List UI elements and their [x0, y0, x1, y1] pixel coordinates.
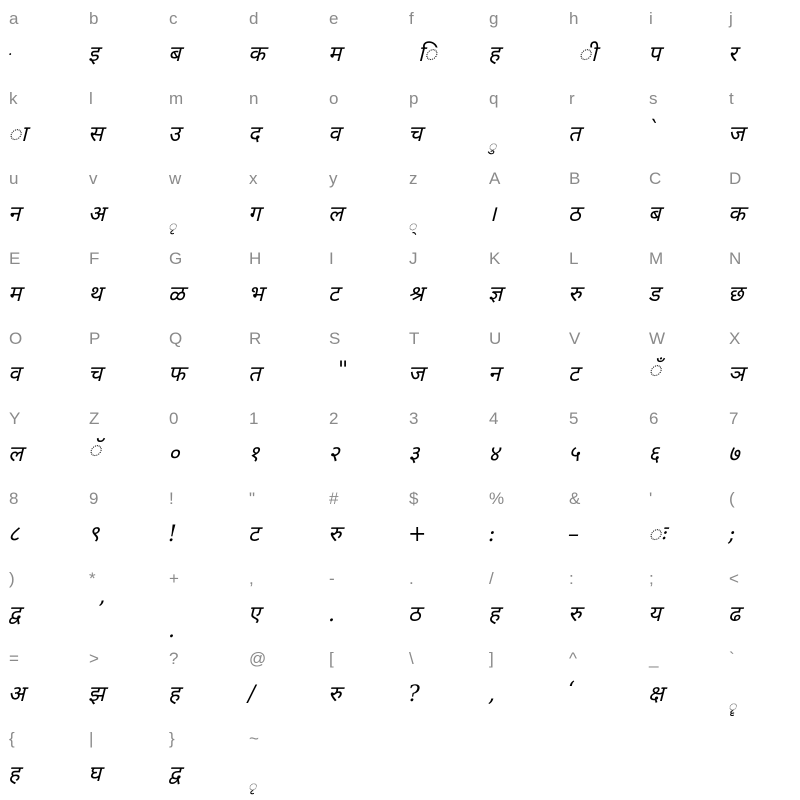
glyph: ज: [728, 122, 745, 147]
key-label: H: [249, 249, 262, 268]
char-cell: [240, 480, 320, 560]
char-cell: [80, 240, 160, 320]
glyph: रु: [568, 602, 582, 627]
glyph: ४: [488, 442, 500, 467]
glyph: ज्ञ: [488, 282, 503, 307]
key-label: V: [569, 329, 581, 348]
glyph: त: [568, 122, 581, 147]
char-cell: [400, 160, 480, 240]
char-cell: [0, 0, 80, 80]
key-label: n: [249, 89, 259, 108]
glyph: रु: [328, 682, 342, 707]
char-cell: [160, 480, 240, 560]
char-cell: [560, 240, 640, 320]
key-label: ]: [489, 649, 494, 668]
key-label: 7: [729, 409, 739, 428]
glyph: अ: [88, 202, 105, 227]
key-label: =: [9, 649, 19, 668]
glyph: ॅ: [88, 438, 102, 463]
char-cell: [400, 400, 480, 480]
key-label: !: [169, 489, 174, 508]
key-label: C: [649, 169, 662, 188]
glyph: २: [328, 442, 340, 467]
key-label: v: [89, 169, 98, 188]
glyph: ्: [408, 219, 417, 235]
key-label: g: [489, 9, 499, 28]
key-label: 5: [569, 409, 579, 428]
glyph: ह: [168, 682, 180, 707]
key-label: &: [569, 489, 581, 508]
glyph: च: [88, 362, 102, 387]
glyph: व: [328, 122, 341, 147]
char-cell: [80, 640, 160, 720]
glyph: र: [728, 42, 737, 67]
char-cell: [400, 240, 480, 320]
char-cell: [320, 240, 400, 320]
char-cell: [80, 0, 160, 80]
key-label: ;: [649, 569, 654, 588]
key-label: G: [169, 249, 183, 268]
glyph: त: [248, 362, 261, 387]
key-label: {: [9, 729, 15, 748]
key-label: E: [9, 249, 21, 268]
empty-cell: [400, 720, 480, 800]
glyph: ॄ: [728, 699, 737, 715]
glyph: ँ: [648, 358, 662, 383]
char-cell: [720, 400, 800, 480]
char-cell: [720, 240, 800, 320]
glyph: ी: [578, 42, 597, 67]
key-label: L: [569, 249, 579, 268]
char-cell: [240, 160, 320, 240]
char-cell: [480, 320, 560, 400]
glyph: य: [648, 602, 661, 627]
char-cell: [480, 640, 560, 720]
empty-cell: [640, 720, 720, 800]
char-cell: [160, 0, 240, 80]
glyph: प: [648, 42, 661, 67]
glyph: च: [408, 122, 422, 147]
char-cell: [560, 400, 640, 480]
char-cell: [720, 160, 800, 240]
key-label: 4: [489, 409, 499, 428]
glyph: स: [88, 122, 103, 147]
glyph: ह: [488, 42, 500, 67]
empty-cell: [320, 720, 400, 800]
glyph: द्व: [168, 762, 181, 787]
glyph: ज: [408, 362, 425, 387]
key-label: T: [409, 329, 420, 348]
key-label: K: [489, 249, 501, 268]
char-cell: [560, 320, 640, 400]
char-cell: [0, 320, 80, 400]
glyph: ,: [488, 682, 495, 707]
key-label: j: [729, 9, 733, 28]
empty-cell: [720, 720, 800, 800]
glyph: ळ: [168, 282, 185, 307]
key-label: w: [169, 169, 182, 188]
char-cell: [240, 0, 320, 80]
char-cell: [320, 480, 400, 560]
char-cell: [320, 160, 400, 240]
char-cell: [240, 640, 320, 720]
char-cell: [320, 0, 400, 80]
key-label: *: [89, 569, 96, 588]
key-label: S: [329, 329, 341, 348]
char-cell: [720, 560, 800, 640]
glyph: ा: [8, 122, 27, 147]
key-label: 8: [9, 489, 19, 508]
glyph: ह: [8, 762, 20, 787]
glyph: ।: [488, 202, 497, 227]
char-cell: [400, 80, 480, 160]
key-label: N: [729, 249, 742, 268]
key-label: ?: [169, 649, 179, 668]
key-label: $: [409, 489, 419, 508]
char-cell: [160, 400, 240, 480]
key-label: y: [329, 169, 338, 188]
glyph: ल: [328, 202, 343, 227]
key-label: x: [249, 169, 258, 188]
char-cell: [320, 80, 400, 160]
key-label: s: [649, 89, 658, 108]
glyph: ०: [168, 442, 180, 467]
glyph: घ: [88, 762, 102, 787]
key-label: <: [729, 569, 739, 588]
key-label: u: [9, 169, 19, 188]
key-label: @: [249, 649, 267, 668]
glyph: ठ: [408, 602, 421, 627]
key-label: a: [9, 9, 19, 28]
glyph: ड: [648, 282, 660, 307]
key-label: A: [489, 169, 501, 188]
key-label: _: [649, 649, 659, 668]
key-label: #: [329, 489, 339, 508]
glyph: +: [408, 522, 427, 547]
key-label: F: [89, 249, 100, 268]
char-cell: [720, 480, 800, 560]
key-label: h: [569, 9, 579, 28]
char-cell: [240, 400, 320, 480]
key-label: Q: [169, 329, 183, 348]
char-cell: [480, 160, 560, 240]
char-cell: [480, 400, 560, 480]
key-label: 0: [169, 409, 179, 428]
char-cell: [720, 0, 800, 80]
key-label: t: [729, 89, 734, 108]
key-label: %: [489, 489, 505, 508]
glyph: थ: [88, 282, 103, 307]
char-cell: [560, 80, 640, 160]
char-cell: [640, 320, 720, 400]
glyph: ि: [418, 42, 437, 67]
char-cell: [0, 640, 80, 720]
key-label: c: [169, 9, 178, 28]
char-cell: [320, 560, 400, 640]
char-cell: [400, 320, 480, 400]
char-cell: [720, 320, 800, 400]
glyph: ट: [248, 522, 260, 547]
char-cell: [400, 480, 480, 560]
glyph: /: [248, 682, 256, 707]
key-label: /: [489, 569, 494, 588]
glyph: ८: [8, 522, 20, 547]
char-cell: [0, 480, 80, 560]
char-cell: [480, 80, 560, 160]
glyph: ३: [408, 442, 420, 467]
key-label: k: [9, 89, 18, 108]
char-cell: [0, 240, 80, 320]
key-label: +: [169, 569, 179, 588]
char-cell: [0, 720, 80, 800]
key-label: ^: [569, 649, 577, 668]
key-label: 6: [649, 409, 659, 428]
glyph: .: [328, 602, 335, 627]
empty-cell: [480, 720, 560, 800]
char-cell: [320, 640, 400, 720]
key-label: ': [649, 489, 653, 508]
glyph: ?: [408, 682, 420, 707]
char-cell: [640, 240, 720, 320]
glyph: ५: [568, 442, 580, 467]
glyph: ७: [728, 442, 740, 467]
key-label: :: [569, 569, 574, 588]
key-label: f: [409, 9, 414, 28]
key-label: o: [329, 89, 339, 108]
char-cell: [400, 640, 480, 720]
key-label: z: [409, 169, 418, 188]
key-label: r: [569, 89, 575, 108]
char-cell: [240, 80, 320, 160]
glyph: फ: [168, 362, 185, 387]
char-cell: [560, 640, 640, 720]
char-cell: [480, 480, 560, 560]
key-label: 1: [249, 409, 259, 428]
key-label: D: [729, 169, 742, 188]
key-label: b: [89, 9, 99, 28]
key-label: 9: [89, 489, 99, 508]
key-label: [: [329, 649, 334, 668]
key-label: ": [249, 489, 256, 508]
glyph: –: [568, 522, 579, 547]
char-cell: [480, 560, 560, 640]
key-label: -: [329, 569, 335, 588]
char-cell: [640, 0, 720, 80]
glyph: ": [338, 358, 349, 383]
key-label: (: [729, 489, 735, 508]
char-cell: [160, 560, 240, 643]
glyph: `: [648, 118, 659, 143]
char-cell: [720, 80, 800, 160]
char-cell: [80, 560, 160, 640]
glyph: ठ: [568, 202, 581, 227]
glyph: ग: [248, 202, 261, 227]
key-label: >: [89, 649, 99, 668]
key-label: \: [409, 649, 414, 668]
glyph: ृ: [248, 779, 257, 795]
char-cell: [240, 720, 320, 800]
char-cell: [560, 560, 640, 640]
key-label: J: [409, 249, 418, 268]
char-cell: [160, 320, 240, 400]
glyph: छ: [728, 282, 744, 307]
glyph: इ: [88, 42, 99, 67]
glyph: ञ: [728, 362, 745, 387]
char-cell: [80, 480, 160, 560]
key-label: Y: [9, 409, 21, 428]
key-label: .: [409, 569, 414, 588]
key-label: ~: [249, 729, 259, 748]
char-cell: [0, 160, 80, 240]
key-label: q: [489, 89, 499, 108]
char-cell: [160, 640, 240, 720]
glyph: रु: [568, 282, 582, 307]
glyph: ·: [8, 47, 13, 63]
glyph: ृ: [168, 219, 177, 235]
key-label: R: [249, 329, 262, 348]
char-cell: [240, 560, 320, 640]
glyph: द: [248, 122, 260, 147]
key-label: 2: [329, 409, 339, 428]
key-label: ): [9, 569, 15, 588]
char-cell: [480, 240, 560, 320]
char-cell: [400, 0, 480, 80]
char-cell: [720, 640, 800, 720]
key-label: ,: [249, 569, 254, 588]
glyph: म: [8, 282, 22, 307]
glyph: ९: [88, 522, 100, 547]
glyph: ए: [248, 602, 261, 627]
glyph: १: [248, 442, 260, 467]
char-cell: [640, 560, 720, 640]
key-label: O: [9, 329, 23, 348]
glyph: :: [488, 522, 496, 547]
char-cell: [160, 160, 240, 240]
char-cell: [480, 0, 560, 80]
glyph: .: [168, 618, 175, 643]
char-cell: [0, 560, 80, 640]
char-cell: [640, 640, 720, 720]
char-cell: [240, 320, 320, 400]
char-cell: [80, 400, 160, 480]
glyph: ’: [98, 598, 105, 623]
glyph: न: [488, 362, 501, 387]
char-cell: [160, 720, 240, 800]
glyph: ट: [328, 282, 340, 307]
glyph: ः: [648, 522, 666, 547]
glyph: श्र: [408, 282, 424, 307]
char-cell: [160, 240, 240, 320]
glyph: क्ष: [648, 682, 664, 707]
glyph: ु: [488, 139, 497, 155]
key-label: d: [249, 9, 259, 28]
key-label: |: [89, 729, 94, 748]
char-cell: [320, 400, 400, 480]
char-cell: [560, 160, 640, 240]
key-label: U: [489, 329, 502, 348]
char-cell: [240, 240, 320, 320]
key-label: i: [649, 9, 653, 28]
glyph: ब: [648, 202, 661, 227]
char-cell: [0, 400, 80, 480]
char-cell: [640, 80, 720, 160]
empty-cell: [560, 720, 640, 800]
glyph: क: [728, 202, 745, 227]
key-label: M: [649, 249, 664, 268]
char-cell: [400, 560, 480, 640]
key-label: X: [729, 329, 741, 348]
key-label: P: [89, 329, 101, 348]
key-label: }: [169, 729, 175, 748]
glyph: क: [248, 42, 265, 67]
glyph: ढ: [728, 602, 741, 627]
glyph: भ: [248, 282, 264, 307]
char-cell: [80, 720, 160, 800]
glyph: रु: [328, 522, 342, 547]
glyph: ब: [168, 42, 181, 67]
glyph: ;: [728, 522, 736, 547]
char-cell: [320, 320, 400, 400]
key-label: p: [409, 89, 419, 108]
key-label: 3: [409, 409, 419, 428]
char-cell: [80, 160, 160, 240]
key-label: `: [729, 649, 735, 668]
glyph: ‘: [568, 678, 575, 703]
glyph: ६: [648, 442, 660, 467]
char-cell: [560, 0, 640, 80]
key-label: W: [649, 329, 666, 348]
char-cell: [640, 160, 720, 240]
glyph: !: [168, 522, 177, 547]
glyph: ल: [8, 442, 23, 467]
glyph: उ: [168, 122, 181, 147]
key-label: B: [569, 169, 581, 188]
glyph: द्व: [8, 602, 21, 627]
glyph: न: [8, 202, 21, 227]
glyph: व: [8, 362, 21, 387]
glyph: म: [328, 42, 342, 67]
key-label: m: [169, 89, 184, 108]
glyph: ट: [568, 362, 580, 387]
char-cell: [640, 400, 720, 480]
char-cell: [80, 320, 160, 400]
char-cell: [560, 480, 640, 560]
char-cell: [640, 480, 720, 560]
key-label: e: [329, 9, 339, 28]
key-label: l: [89, 89, 93, 108]
glyph: ह: [488, 602, 500, 627]
glyph: अ: [8, 682, 25, 707]
char-cell: [0, 80, 80, 160]
key-label: I: [329, 249, 334, 268]
char-cell: [80, 80, 160, 160]
char-cell: [160, 80, 240, 160]
glyph: झ: [88, 682, 105, 707]
key-label: Z: [89, 409, 100, 428]
